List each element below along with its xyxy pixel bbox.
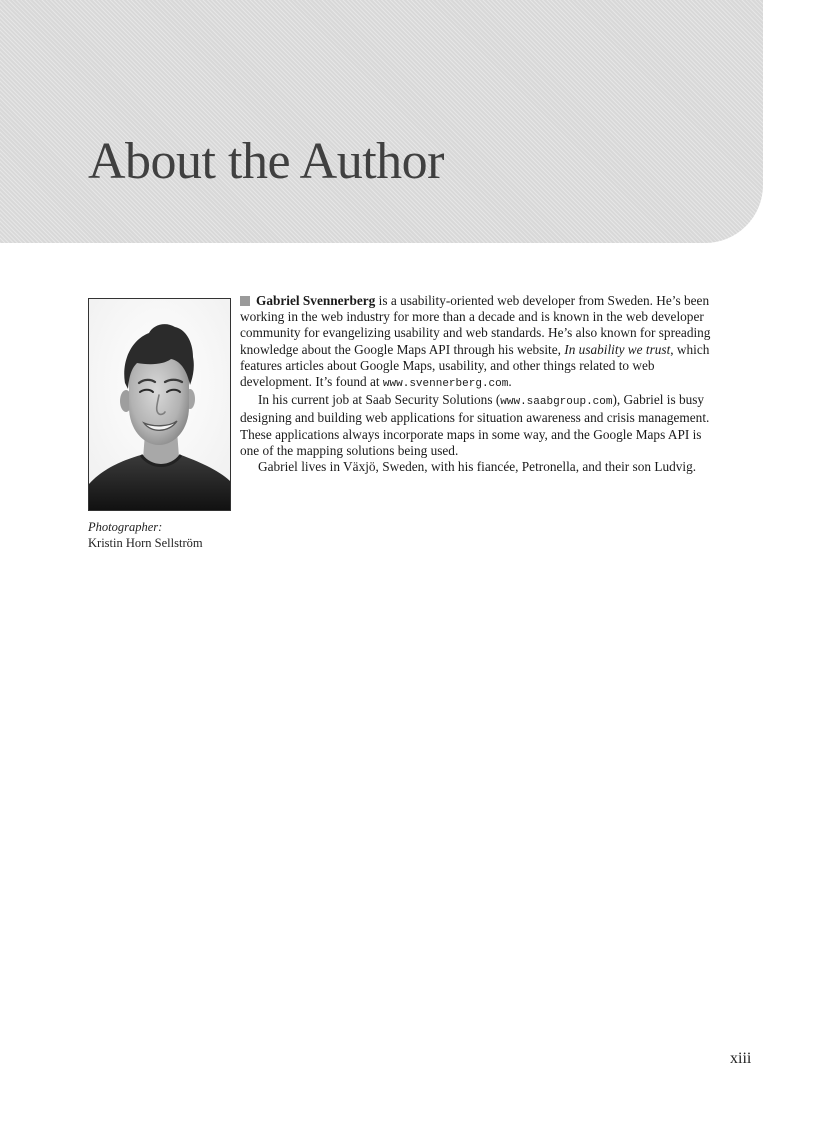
bio-paragraph-3: Gabriel lives in Växjö, Sweden, with his fiancée, Petronella, and their son Ludvig. — [258, 459, 697, 475]
bio-paragraph-2 — [240, 392, 718, 459]
author-bio — [240, 293, 718, 475]
website-url: www.svennerberg.com — [382, 378, 509, 391]
photo-caption-label: Photographer: — [88, 520, 163, 534]
page-number: xiii — [730, 1050, 752, 1067]
author-photo — [88, 298, 231, 511]
bio-p1-text-2: , which features articles about Google Maps, usability, and other things related to web development. It’s found at — [240, 341, 710, 390]
bio-paragraph-1 — [240, 293, 718, 392]
bio-p1-text-3: . — [508, 374, 512, 390]
bullet-square-icon — [240, 296, 250, 306]
company-url: www.saabgroup.com — [500, 396, 613, 409]
author-portrait-image — [89, 299, 230, 510]
photo-caption-name: Kristin Horn Sellström — [88, 536, 203, 550]
bio-p1-text-1: is a usability-oriented web developer from Sweden. He’s been working in the web industry for more than a decade and is known in the web developer community for evangelizing usability and web standards. He’s also known for spreading knowledge about the Google Maps API through his website, — [240, 293, 711, 357]
header-band — [0, 0, 763, 243]
website-title: In usability we trust — [564, 341, 671, 357]
photo-caption — [88, 519, 203, 551]
bio-p2-text-2: ), Gabriel is busy designing and building web applications for situation awareness and crisis management. These applications always incorporate maps in some way, and the Google Maps API is one of the mapping solutions being used. — [240, 392, 710, 458]
author-name: Gabriel Svennerberg — [256, 293, 376, 308]
bio-p2-text-1: In his current job at Saab Security Solutions ( — [258, 392, 501, 408]
page-title: About the Author — [88, 133, 444, 190]
